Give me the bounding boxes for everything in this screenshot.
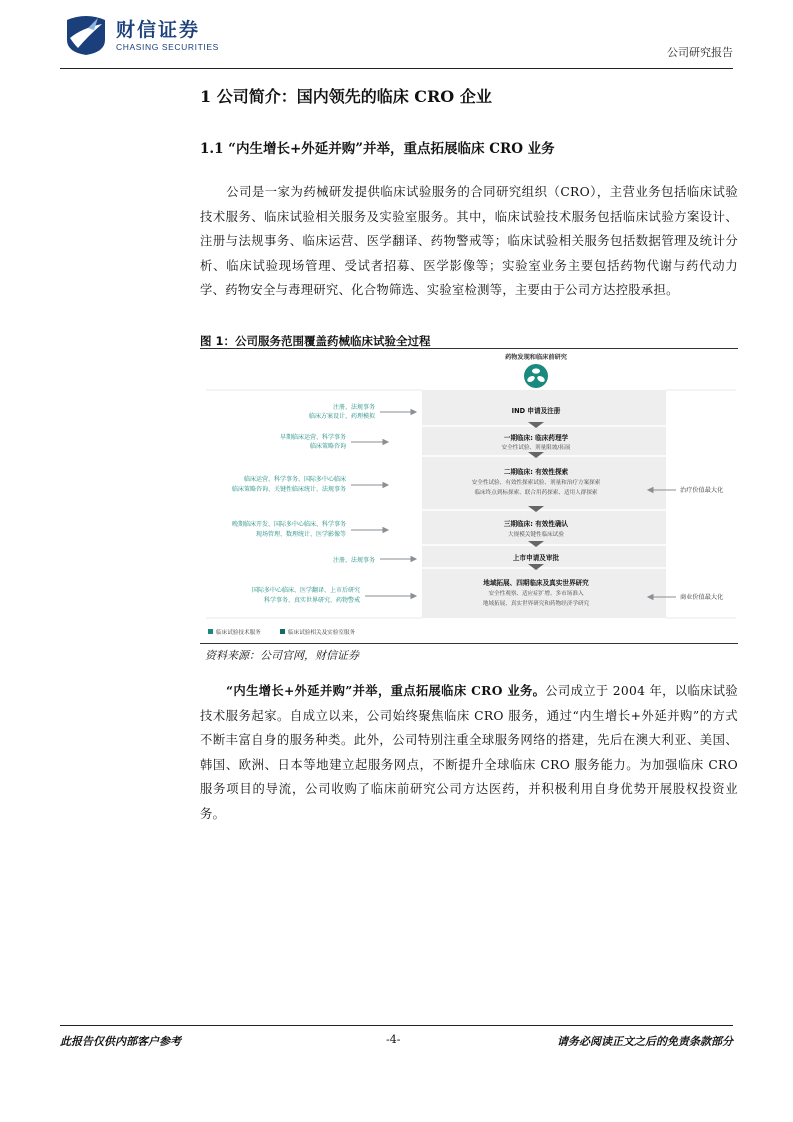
discovery-label: 药物发现和临床前研究 xyxy=(505,354,567,361)
stage-name: 一期临床: 临床药理学 xyxy=(503,434,569,442)
stage-desc: 大规模关键性临床试验 xyxy=(508,532,564,538)
left-service-text: 国际多中心临床、医学翻译、上市后研究 xyxy=(251,587,360,594)
footer-divider xyxy=(60,1025,733,1026)
page-number: -4- xyxy=(386,1033,401,1046)
figure-title: 图 1：公司服务范围覆盖药械临床试验全过程 xyxy=(200,334,431,348)
legend-swatch-tech xyxy=(208,629,213,634)
logo-text-en: CHASING SECURITIES xyxy=(116,42,219,52)
left-service-text: 临床策略咨询 xyxy=(309,443,346,450)
stage-name: 三期临床: 有效性确认 xyxy=(503,520,569,528)
footer-disclaimer-right: 请务必阅读正文之后的免责条款部分 xyxy=(557,1035,733,1048)
intro-paragraph xyxy=(200,180,738,303)
left-service-text: 早期临床运营、科学事务 xyxy=(279,434,346,441)
stage-desc: 安全性试验、剂量限坡/拓展 xyxy=(501,445,571,451)
stage-desc: 安全性观察、适应症扩增、多市场准入 xyxy=(488,591,584,597)
intro-paragraph-text: 公司是一家为药械研发提供临床试验服务的合同研究组织（CRO），主营业务包括临床试验技术服务、临床试验相关服务及实验室服务。其中，临床试验技术服务包括临床试验方案设计、注册与法规事务、临床运营、医学翻译、药物警戒等；临床试验相关服务包括数据管理及统计分析、临床试验现场管理、受试者招募、医学影像等；实验室业务主要包括药物代谢与药代动力学、药物安全与毒理研究、化合物筛选、实验室检测等，主要由于公司方达控股承担。 xyxy=(200,185,738,298)
legend-label-related: 临床试验相关及实验室服务 xyxy=(288,630,356,636)
footer-disclaimer-left: 此报告仅供内部客户参考 xyxy=(60,1035,181,1048)
left-service-text: 注册、法规事务 xyxy=(332,557,375,564)
stage-desc: 安全性试验、有效性探索试验、剂量和治疗方案探索 xyxy=(471,480,601,486)
stage-name: IND 申请及注册 xyxy=(511,407,561,415)
legend-swatch-related xyxy=(280,629,285,634)
strategy-paragraph xyxy=(200,679,738,827)
commercial-value-label: 商业价值最大化 xyxy=(680,594,724,601)
left-service-text: 临床运营、科学事务、国际多中心临床 xyxy=(243,476,346,483)
left-service-text: 科学事务、真实世界研究、药物警戒 xyxy=(263,597,360,604)
stage-name: 二期临床: 有效性探索 xyxy=(503,468,569,476)
logo-text-cn: 财信证券 xyxy=(116,19,201,41)
section-heading: 1 公司简介：国内领先的临床 CRO 企业 xyxy=(200,87,492,106)
figure-top-rule xyxy=(200,348,738,349)
left-service-text: 注册、法规事务 xyxy=(332,404,375,411)
left-service-text: 临床方案设计、药理模拟 xyxy=(308,413,375,420)
figure-bottom-rule xyxy=(200,643,738,644)
therapeutic-value-label: 治疗价值最大化 xyxy=(680,487,724,494)
strategy-lead: “内生增长+外延并购”并举，重点拓展临床 CRO 业务。 xyxy=(226,683,546,698)
left-service-text: 晚期临床开发、国际多中心临床、科学事务 xyxy=(231,521,346,528)
header-divider xyxy=(60,68,733,69)
stage-name: 地域拓展、四期临床及真实世界研究 xyxy=(483,579,589,587)
stage-desc: 地域拓展、真实世界研究和药物经济学研究 xyxy=(482,601,590,607)
company-logo-icon xyxy=(64,14,108,56)
subsection-heading: 1.1 “内生增长+外延并购”并举，重点拓展临床 CRO 业务 xyxy=(200,141,555,157)
stage-desc: 临床终点到标探索、联合用药探索、适用人群探索 xyxy=(474,490,598,496)
legend-label-tech: 临床试验技术服务 xyxy=(216,630,261,636)
report-type-label: 公司研究报告 xyxy=(667,46,733,59)
figure-source: 资料来源：公司官网，财信证券 xyxy=(205,649,359,662)
left-service-text: 临床策略咨询、关键性临床统计、法规事务 xyxy=(231,486,346,493)
stage-name: 上市申请及审批 xyxy=(512,554,560,562)
left-service-text: 现场管理、数理统计、医学影像等 xyxy=(255,531,346,538)
pill-icon xyxy=(524,364,548,388)
strategy-body: 公司成立于 2004 年，以临床试验技术服务起家。自成立以来，公司始终聚焦临床 CRO 服务，通过“内生增长+外延并购”的方式不断丰富自身的服务种类。此外，公司特别注重全球服务网络的搭建，先后在澳大利亚、美国、韩国、欧洲、日本等地建立起服务网点，不断提升全球临床 CRO 服务能力。为加强临床 CRO 服务项目的导流，公司收购了临床前研究公司方达医药，并积极利用自身优势开展股权投资业务。 xyxy=(200,684,738,821)
service-scope-diagram xyxy=(200,350,738,642)
